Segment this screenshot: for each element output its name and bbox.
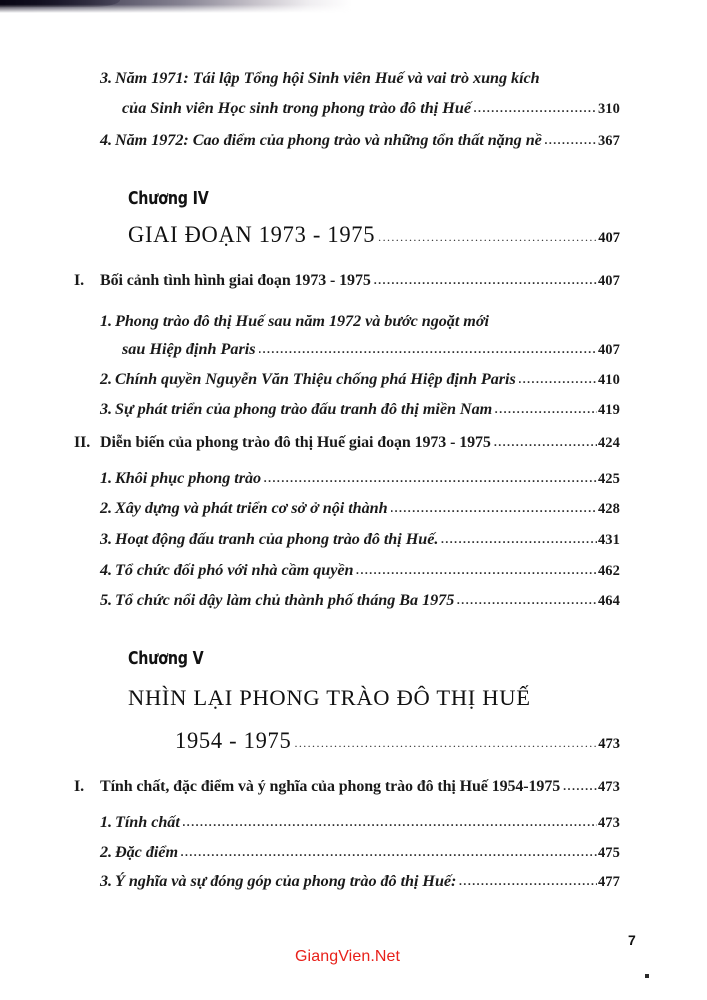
toc-entry-number: 2. xyxy=(100,370,113,388)
toc-entry-number: 4. xyxy=(100,131,113,149)
toc-entry[interactable] xyxy=(100,843,620,862)
toc-entry-number: 4. xyxy=(100,561,113,579)
toc-entry-number: 5. xyxy=(100,591,113,609)
toc-entry[interactable] xyxy=(122,99,620,118)
toc-entry-label: Phong trào đô thị Huế sau năm 1972 và bước ngoặt mới xyxy=(115,312,489,330)
toc-entry[interactable] xyxy=(74,272,620,290)
toc-entry-page-number: 310 xyxy=(597,101,620,117)
toc-entry[interactable] xyxy=(74,434,620,452)
toc-entry-label: sau Hiệp định Paris xyxy=(122,340,256,358)
toc-entry-page-number: 425 xyxy=(597,471,620,487)
toc-leader-dots xyxy=(495,402,597,417)
toc-entry-label: của Sinh viên Học sinh trong phong trào đô thị Huế xyxy=(122,99,472,117)
toc-entry-number: I. xyxy=(74,778,85,795)
chapter-kicker: Chương IV xyxy=(128,188,209,209)
toc-leader-dots xyxy=(378,230,597,245)
toc-entry-page-number: 428 xyxy=(597,501,620,517)
toc-entry-label: Hoạt động đấu tranh của phong trào đô thị Huế. xyxy=(115,530,439,548)
toc-entry-label: Năm 1971: Tái lập Tổng hội Sinh viên Huế và vai trò xung kích xyxy=(115,69,540,87)
toc-leader-dots xyxy=(459,874,597,889)
toc-entry-page-number: 473 xyxy=(597,779,620,795)
toc-leader-dots xyxy=(457,593,597,608)
toc-entry-number: 1. xyxy=(100,312,113,330)
toc-entry-number: 1. xyxy=(100,813,113,831)
toc-entry-number: 3. xyxy=(100,530,113,548)
toc-entry[interactable] xyxy=(100,469,620,488)
toc-entry-number: 3. xyxy=(100,400,113,418)
toc-entry-page-number: 473 xyxy=(598,736,620,752)
toc-entry[interactable] xyxy=(100,312,620,331)
toc-entry[interactable] xyxy=(100,872,620,891)
toc-entry[interactable] xyxy=(175,728,620,754)
toc-entry-page-number: 419 xyxy=(597,402,620,418)
toc-entry-page-number: 407 xyxy=(597,273,620,289)
toc-entry[interactable] xyxy=(100,370,620,389)
toc-entry[interactable] xyxy=(74,778,620,796)
scan-speck-artifact xyxy=(645,974,649,978)
toc-leader-dots xyxy=(519,372,597,387)
toc-entry-number: 2. xyxy=(100,499,113,517)
toc-entry-page-number: 424 xyxy=(597,435,620,451)
toc-entry-label: Diễn biến của phong trào đô thị Huế giai đoạn 1973 - 1975 xyxy=(100,434,491,451)
toc-entry[interactable] xyxy=(100,400,620,419)
toc-entry-label: Bối cảnh tình hình giai đoạn 1973 - 1975 xyxy=(100,272,371,289)
toc-entry-label: Khôi phục phong trào xyxy=(115,469,262,487)
toc-leader-dots xyxy=(181,845,597,860)
toc-entry-number: 3. xyxy=(100,872,113,890)
toc-entry[interactable] xyxy=(100,813,620,832)
toc-entry[interactable] xyxy=(128,222,620,248)
toc-entry-page-number: 473 xyxy=(597,815,620,831)
scan-shadow-artifact xyxy=(0,0,352,13)
toc-entry-label: Xây dựng và phát triển cơ sở ở nội thành xyxy=(115,499,388,517)
toc-entry-label: Đặc điểm xyxy=(115,843,178,861)
toc-leader-dots xyxy=(563,779,597,794)
toc-entry-page-number: 407 xyxy=(597,342,620,358)
page-number-folio: 7 xyxy=(628,932,636,948)
toc-entry[interactable] xyxy=(100,499,620,518)
toc-entry-number: II. xyxy=(74,434,91,451)
toc-entry-label: Năm 1972: Cao điểm của phong trào và những tổn thất nặng nề xyxy=(115,131,542,149)
toc-entry[interactable] xyxy=(100,591,620,610)
toc-leader-dots xyxy=(441,532,597,547)
toc-leader-dots xyxy=(474,101,597,116)
toc-leader-dots xyxy=(391,501,597,516)
toc-entry-label: Tính chất, đặc điểm và ý nghĩa của phong trào đô thị Huế 1954-1975 xyxy=(100,778,561,795)
toc-entry-page-number: 407 xyxy=(598,230,620,246)
toc-entry-number: I. xyxy=(74,272,85,289)
toc-leader-dots xyxy=(374,273,597,288)
toc-entry-label: Chính quyền Nguyễn Văn Thiệu chống phá Hiệp định Paris xyxy=(115,370,516,388)
toc-entry-label: Ý nghĩa và sự đóng góp của phong trào đô thị Huế: xyxy=(115,872,457,890)
toc-entry-number: 1. xyxy=(100,469,113,487)
toc-entry-page-number: 431 xyxy=(597,532,620,548)
toc-entry[interactable] xyxy=(100,530,620,549)
toc-entry-label: Tổ chức nổi dậy làm chủ thành phố tháng Ba 1975 xyxy=(115,591,455,609)
toc-entry[interactable] xyxy=(100,69,620,88)
toc-entry-number: 3. xyxy=(100,69,113,87)
toc-leader-dots xyxy=(183,815,597,830)
toc-entry-label: Tổ chức đối phó với nhà cầm quyền xyxy=(115,561,354,579)
toc-leader-dots xyxy=(259,342,597,357)
toc-leader-dots xyxy=(356,563,597,578)
toc-entry-page-number: 475 xyxy=(597,845,620,861)
toc-entry-page-number: 462 xyxy=(597,563,620,579)
watermark-giangvien: GiangVien.Net xyxy=(295,948,401,965)
toc-entry-number: 2. xyxy=(100,843,113,861)
toc-entry-label: Sự phát triển của phong trào đấu tranh đô thị miền Nam xyxy=(115,400,493,418)
toc-leader-dots xyxy=(494,435,597,450)
toc-entry-label: 1954 - 1975 xyxy=(175,726,292,753)
chapter-kicker: Chương V xyxy=(128,648,204,669)
toc-entry-page-number: 464 xyxy=(597,593,620,609)
toc-leader-dots xyxy=(294,736,597,751)
toc-entry-label: GIAI ĐOẠN 1973 - 1975 xyxy=(128,220,376,247)
chapter-title: NHÌN LẠI PHONG TRÀO ĐÔ THỊ HUẾ xyxy=(128,685,531,710)
toc-entry[interactable] xyxy=(122,340,620,359)
toc-leader-dots xyxy=(545,133,597,148)
toc-entry[interactable] xyxy=(100,561,620,580)
toc-entry-page-number: 367 xyxy=(597,133,620,149)
toc-entry-label: Tính chất xyxy=(115,813,180,831)
toc-entry-page-number: 477 xyxy=(597,874,620,890)
toc-entry[interactable] xyxy=(100,131,620,150)
toc-entry-page-number: 410 xyxy=(597,372,620,388)
toc-leader-dots xyxy=(264,471,597,486)
